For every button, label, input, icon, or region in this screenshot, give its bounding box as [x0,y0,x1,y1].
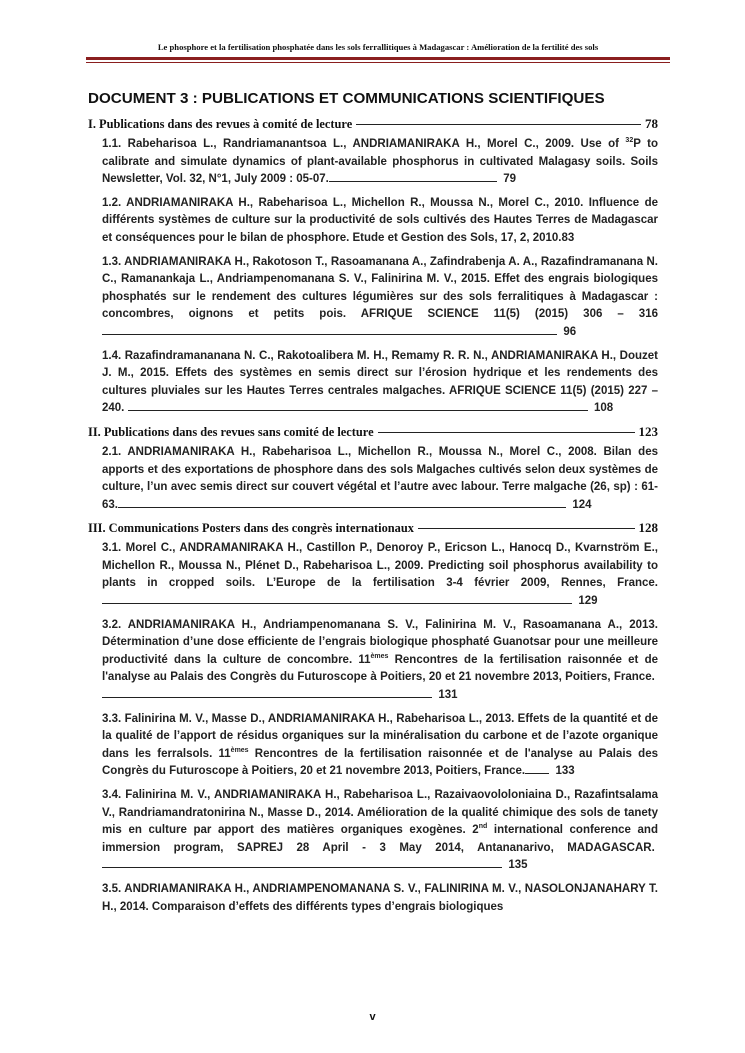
entry-text: 3.5. ANDRIAMANIRAKA H., ANDRIAMPENOMANANA S. V., FALINIRINA M. V., NASOLONJANAHARY T. H., 2014. Comparaison d’effets des différents types d’engrais biologiques [102,882,658,913]
toc-entry [102,711,658,781]
entry-superscript: èmes [370,653,389,661]
entry-text: 2.1. ANDRIAMANIRAKA H., Rabeharisoa L., Michellon R., Moussa N., Morel C., 2008. Bilan des apports et des exportations de phosphore dans des sols Malgaches cultivés selon deux systèmes de culture, l’un avec semis direct sur couvert végétal et l’autre avec labour. Terre malgache (26, sp) : 61-63. [102,445,658,511]
toc-entry [102,254,658,342]
entry-page: 83 [561,231,575,244]
leader-line [418,528,635,529]
leader-line [378,432,635,433]
section-label: I. Publications dans des revues à comité de lecture [88,117,353,131]
toc-entry [102,540,658,610]
toc-entry [102,617,658,705]
entry-page: 129 [578,595,598,608]
entry-text: 1.3. ANDRIAMANIRAKA H., Rakotoson T., Rasoamanana A., Zafindrabenja A. A., Razafindramanana N. C., Ramanankaja L., Andriampenomanana S. V., Falinirina M. V., 2015. Effet des engrais biologiques phosphatés sur le rendement des cultures légumières sur des sols ferralitiques à Madagascar : concombres, oignons et petits pois. AFRIQUE SCIENCE 11(5) (2015) 306 – 316 [102,255,658,321]
entry-page: 96 [563,325,577,338]
header-rule-thin [86,62,670,63]
entry-text: international conference and immersion program, SAPREJ 28 April - 3 May 2014, Antananarivo, MADAGASCAR. [102,824,658,854]
toc-entry [102,881,658,916]
toc-list [88,116,658,922]
page-number: v [369,1011,376,1023]
entry-page: 135 [508,859,528,872]
entry-text: 3.4. Falinirina M. V., ANDRIAMANIRAKA H., Rabeharisoa L., Razaivaovololoniaina D., Razafintsalama V., Randriamandratonirina N., Masse D., 2014. Amélioration de la qualité chimique des sols de tanety mis en culture par apport des matières organiques exogènes. 2 [102,789,658,837]
entry-page: 131 [438,689,458,702]
entry-page: 124 [572,498,592,511]
entry-text: P to calibrate and simulate dynamics of plant-available phosphorus in cultivated Malagasy soils. Soils Newsletter, Vol. 32, N°1, July 2009 : 05-07. [102,138,659,186]
leader-line [525,764,549,774]
entry-page: 108 [593,402,614,415]
entry-text: Rencontres de la fertilisation raisonnée et de l'analyse au Palais des Congrès du Futuroscope à Poitiers, 20 et 21 novembre 2013, Poitiers, France. [102,653,658,684]
entry-page: 133 [555,765,575,778]
entry-page: 79 [503,173,517,186]
toc-entry [102,787,658,875]
entry-superscript: èmes [230,746,249,754]
leader-line [329,172,497,182]
leader-line [118,498,566,508]
toc-entry [102,136,658,189]
section-label: II. Publications dans des revues sans comité de lecture [88,424,374,439]
leader-line [102,325,557,335]
leader-line [128,401,588,411]
leader-line [102,594,572,604]
header-rule-thick [86,57,670,60]
entry-text: 1.2. ANDRIAMANIRAKA H., Rabeharisoa L., Michellon R., Moussa N., Morel C., 2010. Influence de différents systèmes de culture sur la productivité de sols cultivés des Hautes Terres de Madagascar et conséquences pour le bilan de phosphore. Etude et Gestion des Sols, 17, 2, 2010. [102,196,658,244]
leader-line [102,688,432,698]
entry-text: Rencontres de la fertilisation raisonnée et de l'analyse au Palais des Congrès du Futuroscope à Poitiers, 20 et 21 novembre 2013, Poitiers, France. [102,747,658,778]
entry-text: 1.1. Rabeharisoa L., Randriamanantsoa L., ANDRIAMANIRAKA H., Morel C., 2009. Use of [102,138,626,150]
section-heading [88,116,658,132]
document-title: DOCUMENT 3 : PUBLICATIONS ET COMMUNICATIONS SCIENTIFIQUES [88,90,605,107]
section-page: 123 [638,423,658,439]
section-page: 128 [638,520,658,536]
entry-superscript: nd [478,823,488,831]
leader-line [102,858,502,868]
section-label: III. Communications Posters dans des congrès internationaux [88,521,414,536]
entry-text: 3.3. Falinirina M. V., Masse D., ANDRIAMANIRAKA H., Rabeharisoa L., 2013. Effets de la quantité et de la qualité de l’apport de résidus organiques sur la minéralisation du carbone et de l’azote organique dans les ferralsols. 11 [102,712,658,760]
section-heading [88,520,658,536]
toc-entry [102,348,658,418]
running-header: Le phosphore et la fertilisation phosphatée dans les sols ferrallitiques à Madagascar : Amélioration de la fertilité des sols [157,42,599,52]
entry-text: 3.1. Morel C., ANDRAMANIRAKA H., Castillon P., Denoroy P., Ericson L., Hanocq D., Kvarnström E., Michellon R., Moussa N., Plénet D., Rabeharisoa L., 2009. Predicting soil phosphorus availability to plants in cropped soils. L’Europe de la fertilisation 3-4 février 2009, Rennes, France. [102,542,658,590]
entry-superscript: 32 [625,137,634,145]
entry-text: 1.4. Razafindramananana N. C., Rakotoalibera M. H., Remamy R. R. N., ANDRIAMANIRAKA H., Douzet J. M., 2015. Effets des systèmes en semis direct sur l’érosion hydrique et les rendements des cultures pluviales sur les Hautes Terres centrales malgaches. AFRIQUE SCIENCE 11(5) (2015) 227 – 240. [102,349,658,415]
toc-entry [102,444,658,514]
leader-line [356,124,641,125]
section-heading [88,424,658,440]
entry-text: 3.2. ANDRIAMANIRAKA H., Andriampenomanana S. V., Falinirina M. V., Rasoamanana A., 2013. Détermination d’une dose efficiente de l’engrais biologique phosphaté Guanotsar pour une meilleure productivité dans la culture de concombre. 11 [102,618,658,666]
section-page: 78 [645,116,658,131]
toc-entry [102,195,658,248]
